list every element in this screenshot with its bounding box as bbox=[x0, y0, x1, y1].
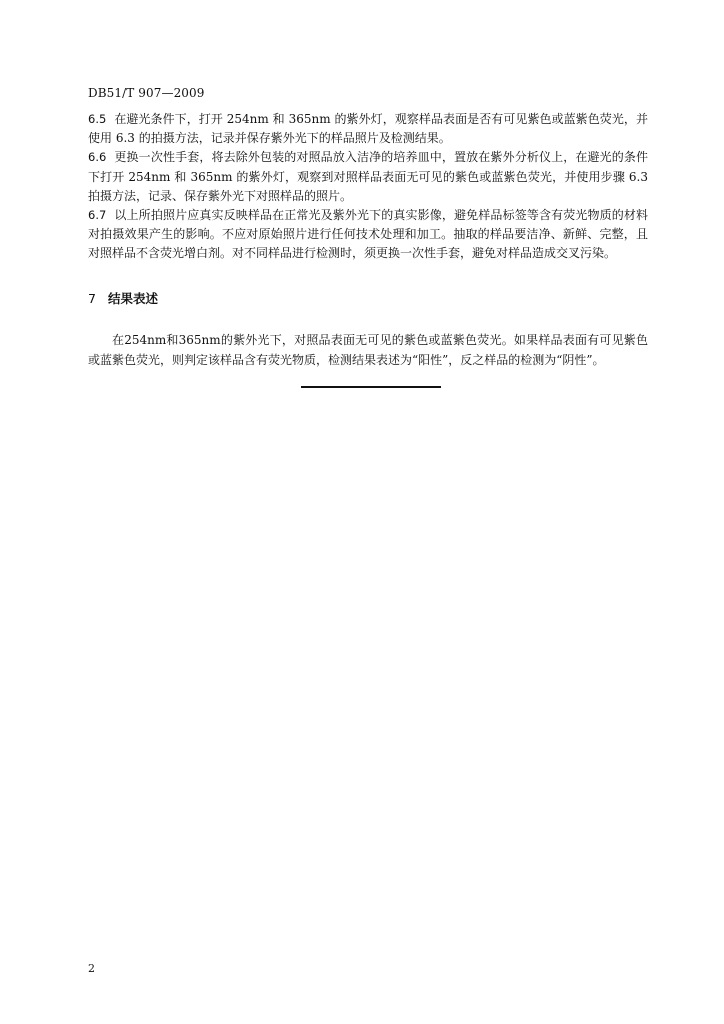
clause-6-7 bbox=[88, 206, 648, 264]
clause-text: 以上所拍照片应真实反映样品在正常光及紫外光下的真实影像，避免样品标签等含有荧光物质的材料对拍摄效果产生的影响。不应对原始照片进行任何技术处理和加工。抽取的样品要洁净、新鲜、完整，且对照样品不含荧光增白剂。对不同样品进行检测时，须更换一次性手套，避免对样品造成交叉污染。 bbox=[88, 208, 648, 261]
clause-number: 6.5 bbox=[88, 112, 107, 126]
clause-list bbox=[88, 110, 648, 264]
section-number: 7 bbox=[88, 291, 96, 306]
clause-number: 6.6 bbox=[88, 150, 107, 165]
clause-text: 更换一次性手套，将去除外包装的对照品放入洁净的培养皿中，置放在紫外分析仪上，在避光的条件下打开 254nm 和 365nm 的紫外灯，观察到对照样品表面无可见的紫色或蓝紫色荧光，并使用步骤 6.3 拍摄方法，记录、保存紫外光下对照样品的照片。 bbox=[88, 150, 648, 203]
section-title: 结果表述 bbox=[107, 291, 158, 306]
clause-number: 6.7 bbox=[88, 208, 107, 223]
page-number: 2 bbox=[88, 962, 95, 975]
result-paragraph: 在254nm和365nm的紫外光下，对照品表面无可见的紫色或蓝紫色荧光。如果样品表面有可见紫色或蓝紫色荧光，则判定该样品含有荧光物质，检测结果表述为“阳性”，反之样品的检测为“阴性”。 bbox=[88, 333, 648, 367]
clause-text: 在避光条件下，打开 254nm 和 365nm 的紫外灯，观察样品表面是否有可见紫色或蓝紫色荧光，并使用 6.3 的拍摄方法，记录并保存紫外光下的样品照片及检测结果。 bbox=[88, 112, 648, 146]
end-of-document-rule bbox=[301, 386, 441, 388]
document-code: DB51/T 907—2009 bbox=[88, 86, 205, 100]
clause-6-5 bbox=[88, 110, 648, 148]
clause-6-6 bbox=[88, 148, 648, 206]
section-heading bbox=[88, 289, 158, 307]
